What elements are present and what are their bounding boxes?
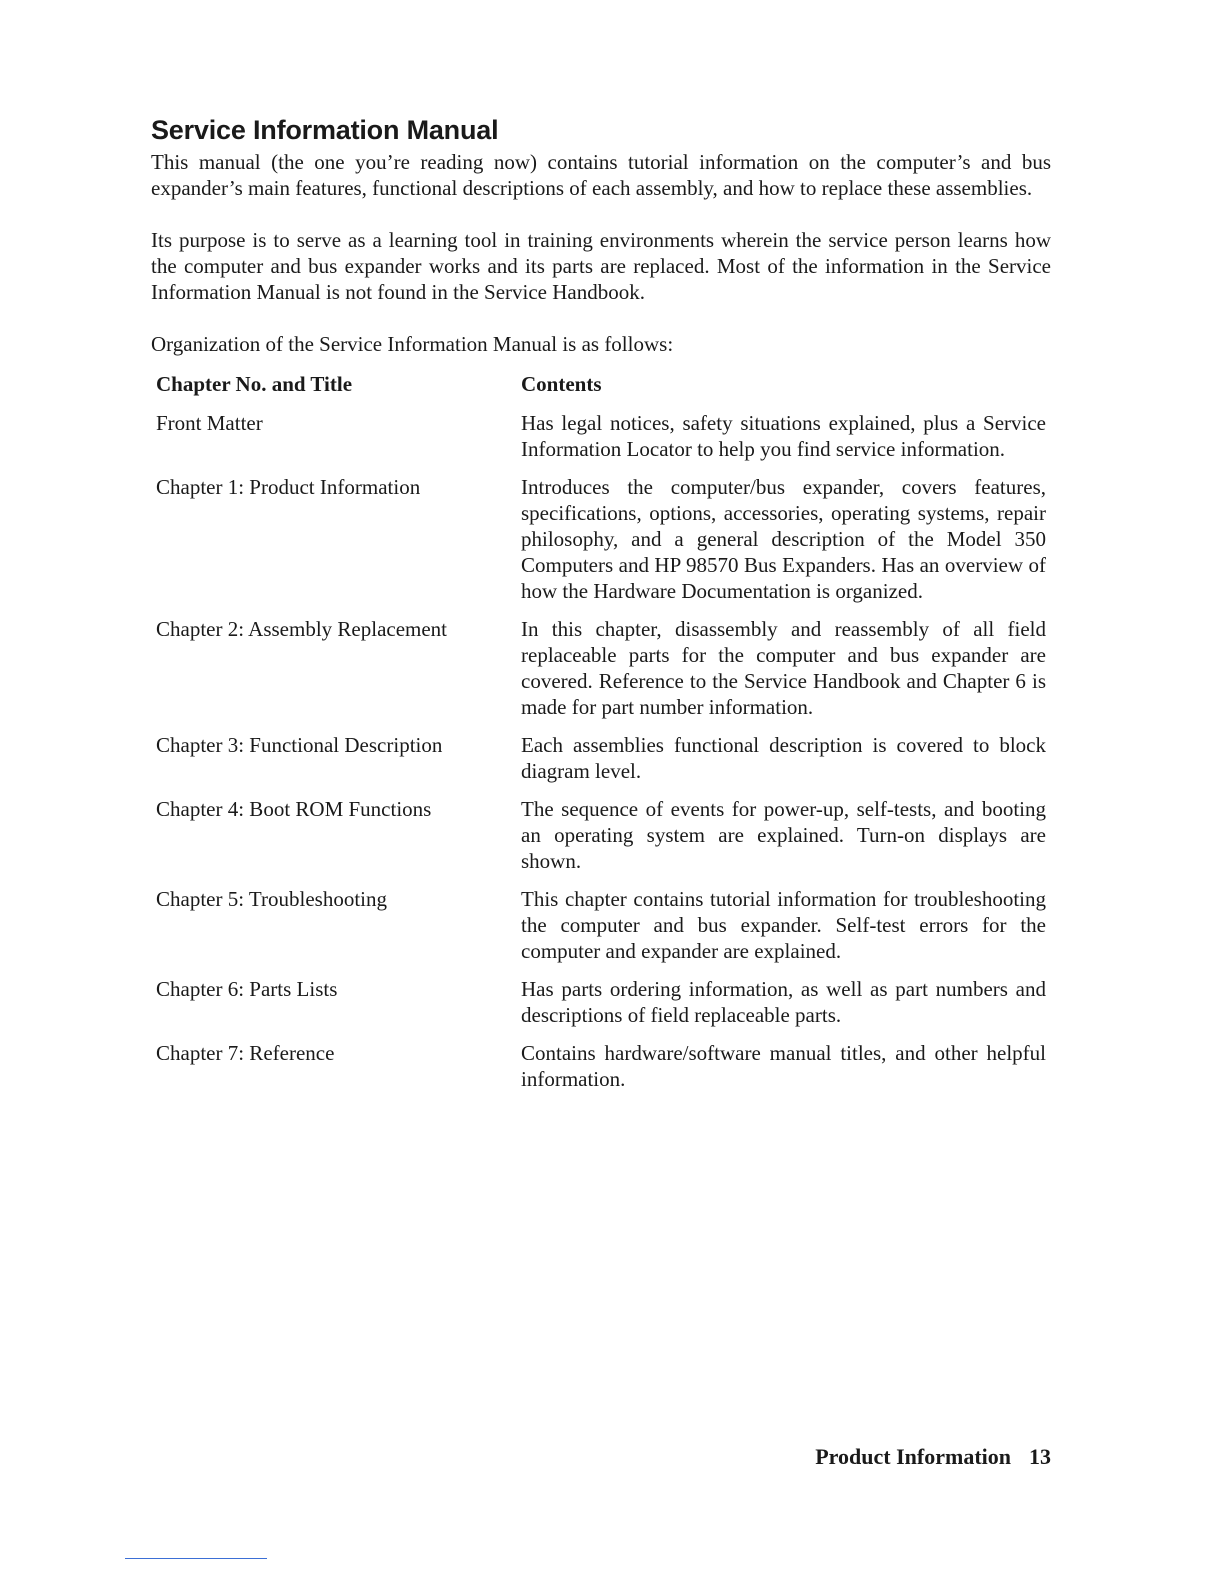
page-footer [151, 1443, 1051, 1471]
chapter-title: Chapter 7: Reference [156, 1041, 335, 1065]
chapter-contents: Has parts ordering information, as well as part numbers and descriptions of field replaceable parts. [521, 977, 1046, 1027]
chapter-contents: This chapter contains tutorial information for troubleshooting the computer and bus expander. Self-test errors for the computer and expander are explained. [521, 887, 1046, 963]
chapter-title: Chapter 5: Troubleshooting [156, 887, 388, 911]
page-content [151, 113, 1051, 1104]
chapter-contents: Has legal notices, safety situations explained, plus a Service Information Locator to help you find service information. [521, 411, 1046, 461]
chapter-table-header [151, 371, 1051, 397]
organization-paragraph: Organization of the Service Information Manual is as follows: [151, 332, 674, 356]
intro-paragraph: This manual (the one you’re reading now) contains tutorial information on the computer’s and bus expander’s main features, functional descriptions of each assembly, and how to replace these assemblies. [151, 150, 1051, 200]
chapter-contents: Contains hardware/software manual titles, and other helpful information. [521, 1041, 1046, 1091]
footer-section-title: Product Information [815, 1444, 1011, 1469]
chapter-title: Chapter 4: Boot ROM Functions [156, 797, 432, 821]
chapter-title: Front Matter [156, 411, 263, 435]
chapter-title: Chapter 1: Product Information [156, 475, 421, 499]
chapter-contents: Introduces the computer/bus expander, covers features, specifications, options, accessories, operating systems, repair philosophy, and a general description of the Model 350 Computers and HP 98570 Bus Expanders. Has an overview of how the Hardware Documentation is organized. [521, 475, 1046, 603]
chapter-row [151, 976, 1051, 1028]
chapter-contents: The sequence of events for power-up, self-tests, and booting an operating system are explained. Turn-on displays are shown. [521, 797, 1046, 873]
purpose-paragraph: Its purpose is to serve as a learning tool in training environments wherein the service person learns how the computer and bus expander works and its parts are replaced. Most of the information in the Service Information Manual is not found in the Service Handbook. [151, 228, 1051, 304]
bottom-divider [125, 1558, 267, 1559]
chapter-contents: Each assemblies functional description is covered to block diagram level. [521, 733, 1046, 783]
chapter-row [151, 410, 1051, 462]
chapter-row [151, 616, 1051, 720]
chapter-contents: In this chapter, disassembly and reassembly of all field replaceable parts for the computer and bus expander are covered. Reference to the Service Handbook and Chapter 6 is made for part number information. [521, 617, 1046, 719]
chapter-title: Chapter 3: Functional Description [156, 733, 443, 757]
chapter-title: Chapter 6: Parts Lists [156, 977, 338, 1001]
chapter-title: Chapter 2: Assembly Replacement [156, 617, 448, 641]
chapter-table [151, 371, 1051, 1092]
chapter-row [151, 796, 1051, 874]
chapter-row [151, 886, 1051, 964]
page-number: 13 [1029, 1444, 1051, 1469]
section-heading: Service Information Manual [151, 115, 499, 145]
header-contents: Contents [521, 372, 602, 396]
header-chapter-title: Chapter No. and Title [156, 372, 353, 396]
chapter-row [151, 474, 1051, 604]
chapter-row [151, 1040, 1051, 1092]
chapter-row [151, 732, 1051, 784]
